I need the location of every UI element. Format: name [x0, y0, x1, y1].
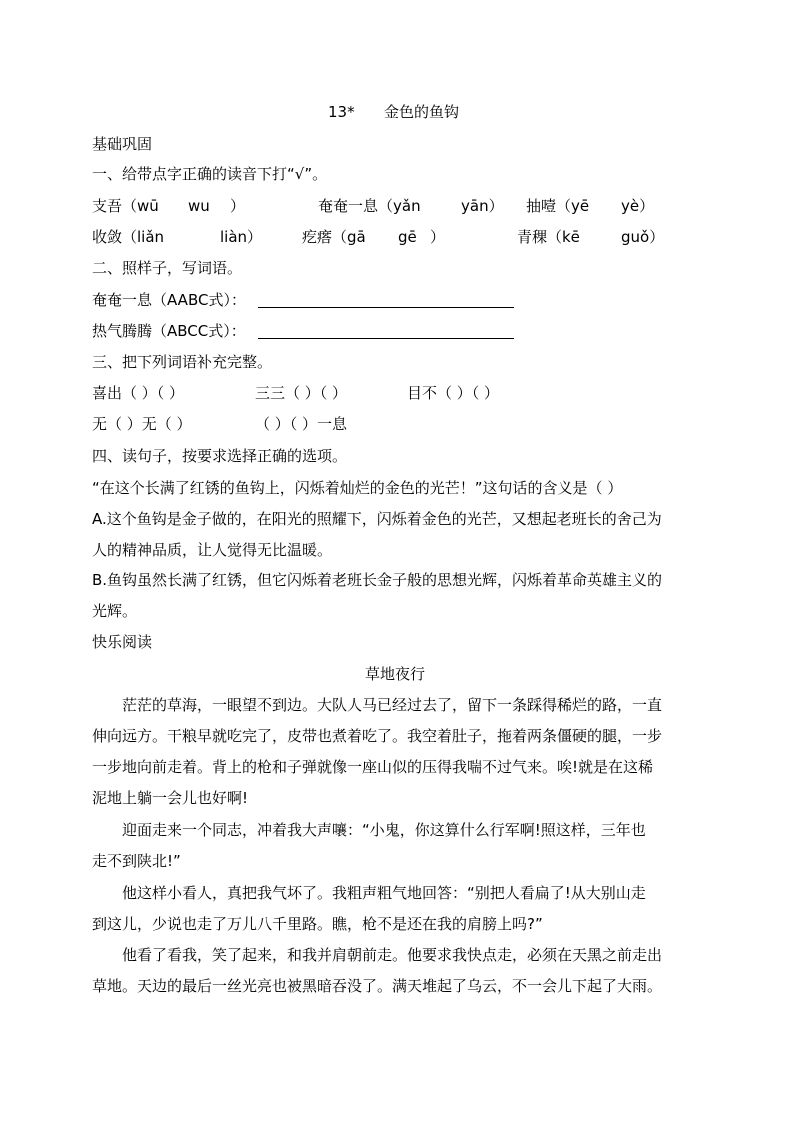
idiom-blank[interactable]: 无（ ）无（ ）	[92, 415, 192, 433]
pinyin-option[interactable]: yè）	[621, 197, 655, 215]
pinyin-option[interactable]: guǒ）	[621, 228, 665, 246]
passage-line: 茫茫的草海，一眼望不到边。大队人马已经过去了，留下一条踩得稀烂的路，一直	[122, 696, 663, 714]
passage-line: 他这样小看人，真把我气坏了。我粗声粗气地回答：“别把人看扁了!从大别山走	[122, 884, 646, 902]
passage-line: 泥地上躺一会儿也好啊!	[92, 789, 249, 807]
lesson-number: 13*	[328, 103, 355, 121]
passage-line: 迎面走来一个同志，冲着我大声嚷：“小鬼，你这算什么行军啊!照这样，三年也	[122, 821, 646, 839]
pinyin-word: 支吾（wū	[92, 197, 159, 215]
pinyin-option[interactable]: yān）	[461, 197, 504, 215]
question-4-heading: 四、读句子，按要求选择正确的选项。	[92, 447, 348, 465]
section-reading: 快乐阅读	[92, 633, 153, 651]
passage-line: 到这儿，少说也走了万儿八千里路。瞧，枪不是还在我的肩膀上吗?”	[92, 915, 543, 933]
idiom-blank[interactable]: 喜出（ ）（ ）	[92, 384, 185, 402]
question-3-heading: 三、把下列词语补充完整。	[92, 353, 273, 371]
pinyin-word: 收敛（liǎn	[92, 228, 165, 246]
pinyin-word: 疙瘩（gā	[302, 228, 366, 246]
pinyin-option[interactable]: liàn）	[220, 228, 263, 246]
pinyin-word: 抽噎（yē	[526, 197, 590, 215]
idiom-blank[interactable]: 三三（ ）（ ）	[255, 384, 348, 402]
section-basic: 基础巩固	[92, 135, 153, 153]
idiom-blank[interactable]: 目不（ ）（ ）	[407, 384, 500, 402]
option-a[interactable]: A.这个鱼钩是金子做的，在阳光的照耀下，闪烁着金色的光芒，又想起老班长的舍己为	[92, 510, 662, 528]
passage-line: 伸向远方。干粮早就吃完了，皮带也煮着吃了。我空着肚子，拖着两条僵硬的腿，一步	[92, 727, 663, 745]
passage-line: 草地。天边的最后一丝光亮也被黑暗吞没了。满天堆起了乌云，不一会儿下起了大雨。	[92, 977, 663, 995]
pinyin-option[interactable]: gē	[398, 228, 417, 246]
answer-line-abcc[interactable]	[258, 338, 514, 339]
page-title: 金色的鱼钩	[384, 103, 460, 121]
pinyin-close: ）	[430, 228, 446, 246]
pinyin-word: 青稞（kē	[517, 228, 580, 246]
question-1-heading: 一、给带点字正确的读音下打“√”。	[92, 165, 328, 183]
pinyin-option[interactable]: wu	[188, 197, 210, 215]
option-b-continued[interactable]: 光辉。	[92, 602, 138, 620]
answer-line-aabc[interactable]	[258, 307, 514, 308]
idiom-blank[interactable]: （ ）（ ）一息	[255, 415, 348, 433]
pinyin-word: 奄奄一息（yǎn	[318, 197, 421, 215]
passage-line: 一步地向前走着。背上的枪和子弹就像一座山似的压得我喘不过气来。唉!就是在这稀	[92, 758, 654, 776]
option-b[interactable]: B.鱼钩虽然长满了红锈，但它闪烁着老班长金子般的思想光辉，闪烁着革命英雄主义的	[92, 571, 663, 589]
option-a-continued[interactable]: 人的精神品质，让人觉得无比温暖。	[92, 541, 333, 559]
pinyin-close: ）	[230, 197, 246, 215]
passage-line: 走不到陕北!”	[92, 852, 181, 870]
q2-prompt-abcc: 热气腾腾（ABCC式）：	[92, 322, 246, 340]
passage-line: 他看了看我，笑了起来，和我并肩朝前走。他要求我快点走，必须在天黑之前走出	[122, 946, 663, 964]
q4-sentence: “在这个长满了红锈的鱼钩上，闪烁着灿烂的金色的光芒！”这句话的含义是（ ）	[92, 479, 623, 497]
q2-prompt-aabc: 奄奄一息（AABC式）：	[92, 291, 246, 309]
question-2-heading: 二、照样子，写词语。	[92, 259, 243, 277]
passage-title: 草地夜行	[365, 665, 426, 683]
